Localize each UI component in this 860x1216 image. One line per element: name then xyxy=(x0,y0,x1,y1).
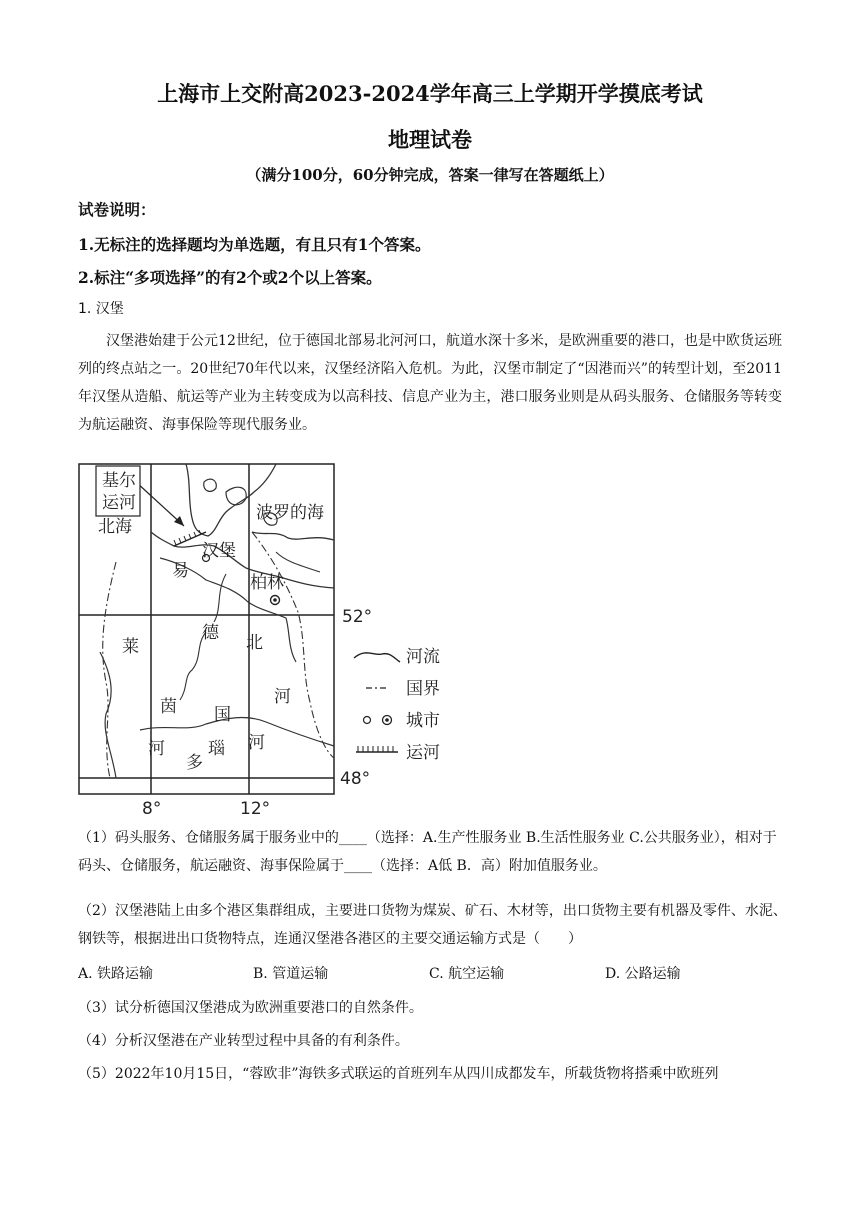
instructions-heading: 试卷说明： xyxy=(78,200,156,219)
sub-question-3: （3）试分析德国汉堡港成为欧洲重要港口的自然条件。 xyxy=(78,1000,423,1016)
instruction-item: 2.标注“多项选择”的有2个或2个以上答案。 xyxy=(78,268,382,287)
map-label-yin: 茵 xyxy=(160,697,177,717)
sub-question-2: （2）汉堡港陆上由多个港区集群组成，主要进口货物为煤炭、矿石、木材等，出口货物主要有机器及零件、水泥、钢铁等，根据进出口货物特点，连通汉堡港各港区的主要交通运输方式是（ ） xyxy=(78,903,787,947)
longitude-label-12: 12° xyxy=(240,799,271,819)
passage-paragraph: 汉堡港始建于公元12世纪，位于德国北部易北河河口，航道水深十多米，是欧洲重要的港口，也是中欧货运班列的终点站之一。20世纪70年代以来，汉堡经济陷入危机。为此，汉堡市制定了“因港而兴”的转型计划，至2011年汉堡从造船、航运等产业为主转变成为以高科技、信息产业为主，港口服务业则是从码头服务、仓储服务等转变为航运融资、海事保险等现代服务业。 xyxy=(78,333,782,433)
berlin-city-dot xyxy=(273,598,277,602)
map-label-north-sea: 北海 xyxy=(98,517,132,537)
map-label-hamburg: 汉堡 xyxy=(202,541,236,561)
map-label-duo: 多 xyxy=(186,753,203,773)
option-d[interactable]: D. 公路运输 xyxy=(605,966,681,982)
map-label-yi: 易 xyxy=(172,561,189,581)
rhine-river xyxy=(100,652,116,778)
map-label-bei: 北 xyxy=(246,633,263,653)
legend-city-label: 城市 xyxy=(406,711,440,731)
option-c[interactable]: C. 航空运输 xyxy=(429,966,505,982)
map-label-baltic: 波罗的海 xyxy=(256,503,324,523)
sub-question-4: （4）分析汉堡港在产业转型过程中具备的有利条件。 xyxy=(78,1033,409,1049)
map-label-lai: 莱 xyxy=(122,637,139,657)
question-label: 1. 汉堡 xyxy=(78,301,124,317)
exam-title: 上海市上交附高2023-2024学年高三上学期开学摸底考试 xyxy=(157,81,703,106)
legend-river-label: 河流 xyxy=(406,647,440,667)
latitude-label-48: 48° xyxy=(340,769,371,789)
legend-city-icon xyxy=(364,717,371,724)
national-border xyxy=(103,562,116,778)
exam-note: （满分100分，60分钟完成，答案一律写在答题纸上） xyxy=(246,166,614,184)
danube-river xyxy=(140,718,334,746)
map-label-de: 德 xyxy=(202,623,219,643)
map-label-kiel: 基尔 xyxy=(102,471,136,491)
legend-border-label: 国界 xyxy=(406,679,440,699)
option-a[interactable]: A. 铁路运输 xyxy=(78,966,154,982)
island xyxy=(226,487,246,505)
germany-map xyxy=(76,462,456,822)
exam-subject: 地理试卷 xyxy=(388,127,472,152)
legend-river-icon xyxy=(354,653,400,662)
latitude-label-52: 52° xyxy=(342,607,373,627)
jutland-coast xyxy=(186,464,276,536)
river xyxy=(276,552,320,572)
longitude-label-8: 8° xyxy=(142,799,162,819)
instruction-item: 1.无标注的选择题均为单选题，有且只有1个答案。 xyxy=(78,235,431,254)
baltic-coast xyxy=(252,532,334,540)
map-label-guo: 国 xyxy=(214,705,231,725)
map-label-he: 河 xyxy=(248,733,265,753)
legend-canal-label: 运河 xyxy=(406,743,440,763)
passage xyxy=(78,327,782,439)
option-b[interactable]: B. 管道运输 xyxy=(253,966,329,982)
sub-question-5: （5）2022年10月15日，“蓉欧非”海铁多式联运的首班列车从四川成都发车，所载货物将搭乘中欧班列 xyxy=(78,1066,719,1082)
map-label-berlin: 柏林 xyxy=(250,573,284,593)
island xyxy=(204,479,217,491)
map-label-he: 河 xyxy=(148,739,165,759)
map-label-he: 河 xyxy=(274,687,291,707)
sub-question-1: （1）码头服务、仓储服务属于服务业中的____（选择：A.生产性服务业 B.生活性服务业 C.公共服务业），相对于码头、仓储服务，航运融资、海事保险属于____（选择：A低 B．高）附加值服务业。 xyxy=(78,830,777,874)
map-label-kiel: 运河 xyxy=(102,493,136,513)
national-border xyxy=(252,532,334,758)
map-label-nao: 瑙 xyxy=(208,739,225,759)
legend-capital-dot xyxy=(385,718,389,722)
